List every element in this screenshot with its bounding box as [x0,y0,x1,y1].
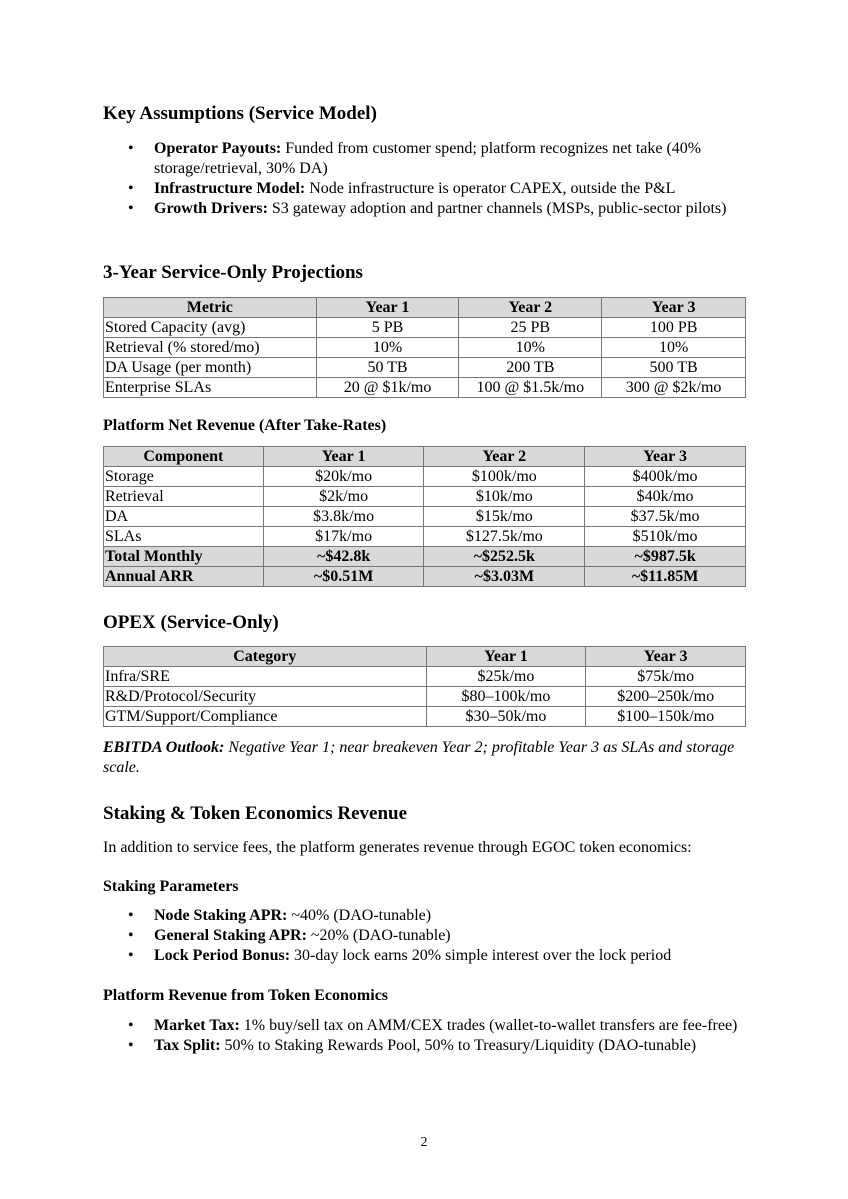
staking-intro: In addition to service fees, the platform generates revenue through EGOC token economics: [103,839,692,856]
bullet-icon: • [128,927,134,944]
bullet-icon: • [128,200,134,217]
column-header: Category [104,647,427,667]
projections-heading: 3-Year Service-Only Projections [103,262,363,283]
projections-table [103,297,746,398]
total-row: Total Monthly ~$42.8k ~$252.5k ~$987.5k [104,547,746,567]
table-header-row [104,647,746,667]
column-header: Year 2 [424,447,585,467]
table-row: R&D/Protocol/Security $80–100k/mo $200–250k/mo [104,687,746,707]
table-row: Retrieval $2k/mo $10k/mo $40k/mo [104,487,746,507]
list-item: • Lock Period Bonus: 30-day lock earns 20% simple interest over the lock period [128,947,672,964]
key-assumptions-list [103,139,746,219]
column-header: Metric [104,298,317,318]
column-header: Year 3 [602,298,746,318]
table-header-row [104,447,746,467]
total-row: Annual ARR ~$0.51M ~$3.03M ~$11.85M [104,567,746,587]
net-revenue-table [103,446,746,587]
table-header-row [104,298,746,318]
page-number: 2 [420,1135,428,1150]
table-row: Storage $20k/mo $100k/mo $400k/mo [104,467,746,487]
table-row: Infra/SRE $25k/mo $75k/mo [104,667,746,687]
key-assumptions-heading: Key Assumptions (Service Model) [103,103,377,124]
list-item: • Operator Payouts: Funded from customer spend; platform recognizes net take (40% storage/retrieval, 30% DA) [128,140,702,177]
list-item: • Node Staking APR: ~40% (DAO-tunable) [128,907,432,924]
staking-params-list [103,906,746,966]
bullet-icon: • [128,180,134,197]
opex-heading: OPEX (Service-Only) [103,612,279,633]
column-header: Year 1 [316,298,459,318]
staking-params-heading: Staking Parameters [103,878,239,895]
net-revenue-heading: Platform Net Revenue (After Take-Rates) [103,417,387,434]
token-revenue-heading: Platform Revenue from Token Economics [103,987,389,1004]
table-row: Retrieval (% stored/mo) 10% 10% 10% [104,338,746,358]
ebitda-outlook: EBITDA Outlook: Negative Year 1; near breakeven Year 2; profitable Year 3 as SLAs and storage scale. [103,739,735,776]
bullet-icon: • [128,140,134,157]
list-item: • Market Tax: 1% buy/sell tax on AMM/CEX trades (wallet-to-wallet transfers are fee-free) [128,1017,738,1034]
list-item: • Tax Split: 50% to Staking Rewards Pool, 50% to Treasury/Liquidity (DAO-tunable) [128,1037,697,1054]
column-header: Year 3 [586,647,746,667]
list-item: • Infrastructure Model: Node infrastructure is operator CAPEX, outside the P&L [128,180,676,197]
table-row: DA $3.8k/mo $15k/mo $37.5k/mo [104,507,746,527]
list-item: • Growth Drivers: S3 gateway adoption and partner channels (MSPs, public-sector pilots) [128,200,727,217]
bullet-icon: • [128,1037,134,1054]
list-item: • General Staking APR: ~20% (DAO-tunable) [128,927,451,944]
table-row: GTM/Support/Compliance $30–50k/mo $100–150k/mo [104,707,746,727]
staking-heading: Staking & Token Economics Revenue [103,803,408,824]
column-header: Year 3 [585,447,746,467]
bullet-icon: • [128,1017,134,1034]
ebitda-label: EBITDA Outlook: [103,739,225,756]
table-row: SLAs $17k/mo $127.5k/mo $510k/mo [104,527,746,547]
column-header: Year 1 [426,647,586,667]
table-row: Stored Capacity (avg) 5 PB 25 PB 100 PB [104,318,746,338]
bullet-icon: • [128,907,134,924]
token-revenue-list [103,1016,746,1056]
column-header: Year 1 [263,447,424,467]
table-row: DA Usage (per month) 50 TB 200 TB 500 TB [104,358,746,378]
table-row: Enterprise SLAs 20 @ $1k/mo 100 @ $1.5k/mo 300 @ $2k/mo [104,378,746,398]
bullet-icon: • [128,947,134,964]
column-header: Year 2 [459,298,602,318]
column-header: Component [104,447,264,467]
opex-table [103,646,746,727]
